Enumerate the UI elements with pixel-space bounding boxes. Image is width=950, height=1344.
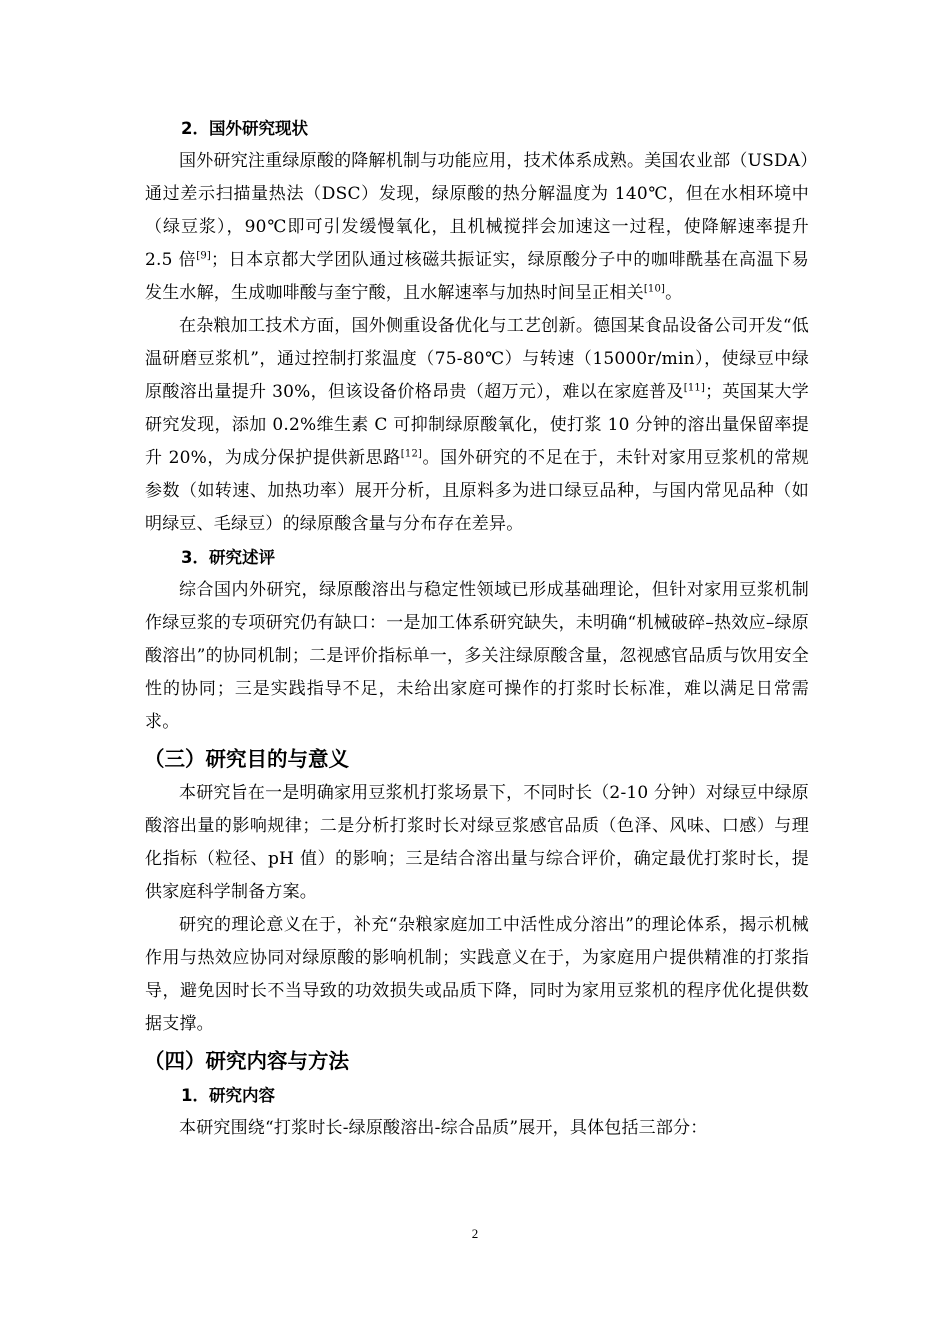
text-run: ；英国某大学研究发现，添加 0.2%维生素 C 可抑制绿原酸氧化，使打浆 10 分钟的溶出量保留率提升 20%，为成分保护提供新思路 [145, 382, 809, 468]
text-run: 。 [665, 283, 683, 303]
citation-10: [10] [643, 283, 666, 295]
paragraph-foreign-research-2 [145, 310, 809, 541]
paragraph-review: 综合国内外研究，绿原酸溶出与稳定性领域已形成基础理论，但针对家用豆浆机制作绿豆浆的专项研究仍有缺口：一是加工体系研究缺失，未明确“机械破碎–热效应–绿原酸溶出”的协同机制；二是评价指标单一，多关注绿原酸含量，忽视感官品质与饮用安全性的协同；三是实践指导不足，未给出家庭可操作的打浆时长标准，难以满足日常需求。 [145, 580, 809, 732]
paragraph-purpose-2: 研究的理论意义在于，补充“杂粮家庭加工中活性成分溶出”的理论体系，揭示机械作用与热效应协同对绿原酸的影响机制；实践意义在于，为家庭用户提供精准的打浆指导，避免因时长不当导致的功效损失或品质下降，同时为家用豆浆机的程序优化提供数据支撑。 [145, 915, 809, 1034]
page-content [145, 112, 809, 1145]
text-run: 在杂粮加工技术方面，国外侧重设备优化与工艺创新。德国某食品设备公司开发“低温研磨豆浆机”，通过控制打浆温度（75-80℃）与转速（15000r/min），使绿豆中绿原酸溶出量提升 30%，但该设备价格昂贵（超万元），难以在家庭普及 [145, 316, 809, 402]
citation-11: [11] [683, 382, 706, 394]
section-heading-foreign-research: 2．国外研究现状 [181, 119, 308, 138]
text-run: ；日本京都大学团队通过核磁共振证实，绿原酸分子中的咖啡酰基在高温下易发生水解，生成咖啡酸与奎宁酸，且水解速率与加热时间呈正相关 [145, 250, 809, 303]
citation-9: [9] [196, 250, 212, 262]
section-heading-research-content: 1．研究内容 [181, 1086, 275, 1105]
text-run: 。国外研究的不足在于，未针对家用豆浆机的常规参数（如转速、加热功率）展开分析，且原料多为进口绿豆品种，与国内常见品种（如明绿豆、毛绿豆）的绿原酸含量与分布存在差异。 [145, 448, 810, 534]
text-run: 国外研究注重绿原酸的降解机制与功能应用，技术体系成熟。美国农业部（USDA）通过差示扫描量热法（DSC）发现，绿原酸的热分解温度为 140℃，但在水相环境中（绿豆浆），90℃即可引发缓慢氧化，且机械搅拌会加速这一过程，使降解速率提升 2.5 倍 [145, 151, 809, 270]
paragraph-purpose-1: 本研究旨在一是明确家用豆浆机打浆场景下，不同时长（2-10 分钟）对绿豆中绿原酸溶出量的影响规律；二是分析打浆时长对绿豆浆感官品质（色泽、风味、口感）与理化指标（粒径、pH 值）的影响；三是结合溶出量与综合评价，确定最优打浆时长，提供家庭科学制备方案。 [145, 783, 809, 902]
citation-12: [12] [400, 448, 423, 460]
paragraph-research-content: 本研究围绕“打浆时长-绿原酸溶出-综合品质”展开，具体包括三部分： [179, 1118, 708, 1138]
paragraph-foreign-research-1 [145, 145, 809, 310]
chapter-heading-purpose: （三）研究目的与意义 [144, 747, 349, 771]
section-heading-review: 3．研究述评 [181, 548, 275, 567]
page-number: 2 [471, 1226, 479, 1241]
chapter-heading-content-methods: （四）研究内容与方法 [144, 1049, 349, 1073]
